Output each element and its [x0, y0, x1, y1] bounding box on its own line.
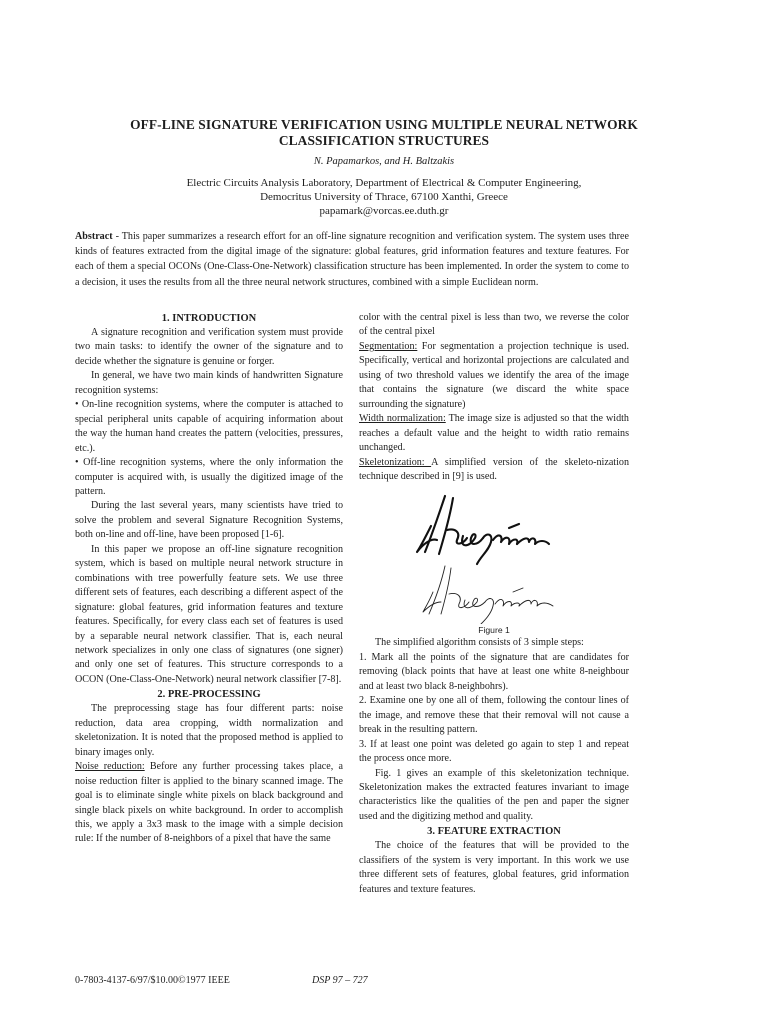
width-normalization-text: The image size is adjusted so that the width reaches a default value and the height to width ratio remains unchanged. [359, 413, 629, 454]
skeletonization-label: Skeletonization: [359, 456, 432, 468]
algorithm-step-1: 1. Mark all the points of the signature that are candidates for removing (black points that have at least one white 8-neighbour and at least two black 8-neighbohrs). [359, 651, 629, 692]
skeletonization-text: A simplified version of the skeleto-nization technique described in [9] is used. [359, 456, 630, 482]
segmentation-text: For segmentation a projection technique is used. Specifically, vertical and horizontal projections are calculated and using of two threshold values we identify the area of the image that contains the signature (we discard the white space surrounding the signature) [359, 340, 629, 410]
intro-paragraph-2: In general, we have two main kinds of handwritten Signature recognition systems: [75, 370, 343, 396]
section-heading-introduction: 1. INTRODUCTION [161, 313, 257, 324]
original-signature [417, 496, 549, 564]
abstract-text: - This paper summarizes a research effort for an off-line signature recognition and verification system. The system uses three kinds of features extracted from the digital image of the signature: global features, grid information features and texture features. For each of them a special OCONs (One-Class-One-Network) classification structure has been implemented. In order the system to come to a decision, it uses the results from all the three neural network structures, combined with a simple Euclidean norm. [75, 231, 629, 288]
right-column [359, 311, 629, 897]
abstract-label: Abstract [75, 231, 113, 242]
skeletonization-paragraph [359, 456, 629, 485]
width-normalization-label: Width normalization: [359, 413, 446, 425]
figure-1-caption: Figure 1 [478, 625, 510, 636]
author-email: papamark@vorcas.ee.duth.gr [319, 205, 449, 217]
algorithm-step-3: 3. If at least one point was deleted go again to step 1 and repeat the process once more. [359, 738, 629, 765]
footer-page-number: DSP 97 – 727 [312, 975, 368, 986]
noise-reduction-text: Before any further processing takes place, a noise reduction filter is applied to the binary scanned image. The goal is to eliminate single white pixels on black background and single black pixels on white background. In order to accomplish this, we apply a 3x3 mask to the image with a simple decision rule: If the number of 8-neighbors of a pixel that have the same [75, 761, 343, 845]
feature-extraction-paragraph: The choice of the features that will be provided to the classifiers of the system is very important. In this work we use three different sets of features, global features, grid information features and texture features. [359, 840, 629, 895]
section-heading-preprocessing: 2. PRE-PROCESSING [157, 689, 261, 701]
preprocessing-paragraph: The preprocessing stage has four different parts: noise reduction, data area cropping, width normalization and skeletonization. It is noted that the proposed method is applied to binary images only. [75, 703, 343, 758]
figure-1-signatures [359, 486, 629, 624]
intro-bullet-offline: • Off-line recognition systems, where the only information the computer is acquired with, is usually the digitized image of the pattern. [75, 457, 343, 497]
intro-paragraph-3: During the last several years, many scientists have tried to solve the problem and several Signature Recognition Systems, both on-line and off-line, have been proposed [1-6]. [75, 500, 343, 541]
noise-reduction-paragraph [75, 760, 343, 847]
intro-bullet-online: • On-line recognition systems, where the computer is attached to special peripheral units capable of acquiring information about the way the human hand creates the pattern (velocities, pressures, etc.). [75, 399, 343, 454]
left-column [75, 311, 343, 847]
figure-1-image [359, 486, 629, 624]
title-line-1: OFF-LINE SIGNATURE VERIFICATION USING MULTIPLE NEURAL NETWORK [130, 117, 638, 132]
footer-copyright: 0-7803-4137-6/97/$10.00©1977 IEEE [75, 975, 230, 986]
paper-title [60, 117, 708, 149]
affiliation-line-1: Electric Circuits Analysis Laboratory, Department of Electrical & Computer Engineering, [186, 177, 582, 189]
affiliation [60, 176, 708, 218]
intro-paragraph-1: A signature recognition and verification system must provide two main tasks: to identify the owner of the signature and to decide whether the signature is genuine or forger. [75, 327, 343, 367]
skeletonization-discussion: Fig. 1 gives an example of this skeletonization technique. Skeletonization makes the extracted features invariant to image characteristics like the qualities of the pen and paper the signer used and the digitizing method and quality. [359, 767, 629, 822]
algorithm-step-2: 2. Examine one by one all of them, following the contour lines of the image, and remove these that their removal will not cause a break in the resulting pattern. [359, 695, 629, 736]
segmentation-paragraph [359, 340, 629, 412]
abstract [75, 229, 629, 290]
algorithm-intro: The simplified algorithm consists of 3 simple steps: [375, 637, 584, 649]
noise-reduction-continued: color with the central pixel is less than two, we reverse the color of the central pixel [359, 312, 629, 338]
affiliation-line-2: Democritus University of Thrace, 67100 Xanthi, Greece [260, 191, 508, 203]
section-heading-feature-extraction: 3. FEATURE EXTRACTION [427, 826, 561, 838]
skeletonized-signature [423, 566, 553, 624]
segmentation-label: Segmentation: [359, 340, 418, 352]
noise-reduction-label: Noise reduction: [75, 761, 145, 773]
authors: N. Papamarkos, and H. Baltzakis [313, 156, 455, 167]
intro-paragraph-4: In this paper we propose an off-line signature recognition system, which is based on multiple neural network structure in combinations with tree powerfully feature sets. We use three different sets of features, each describing a different aspect of the signature: global features, grid information features and texture features. Specifically, for every class each set of features is used by a separable neural network classifier. That is, each neural network specializes in only one class of signatures (one signer) and only one set of features. This structure corresponds to a OCON (One-Class-One-Network) neural network classifier [7-8]. [75, 543, 343, 685]
title-line-2: CLASSIFICATION STRUCTURES [278, 133, 490, 148]
width-normalization-paragraph [359, 412, 629, 455]
